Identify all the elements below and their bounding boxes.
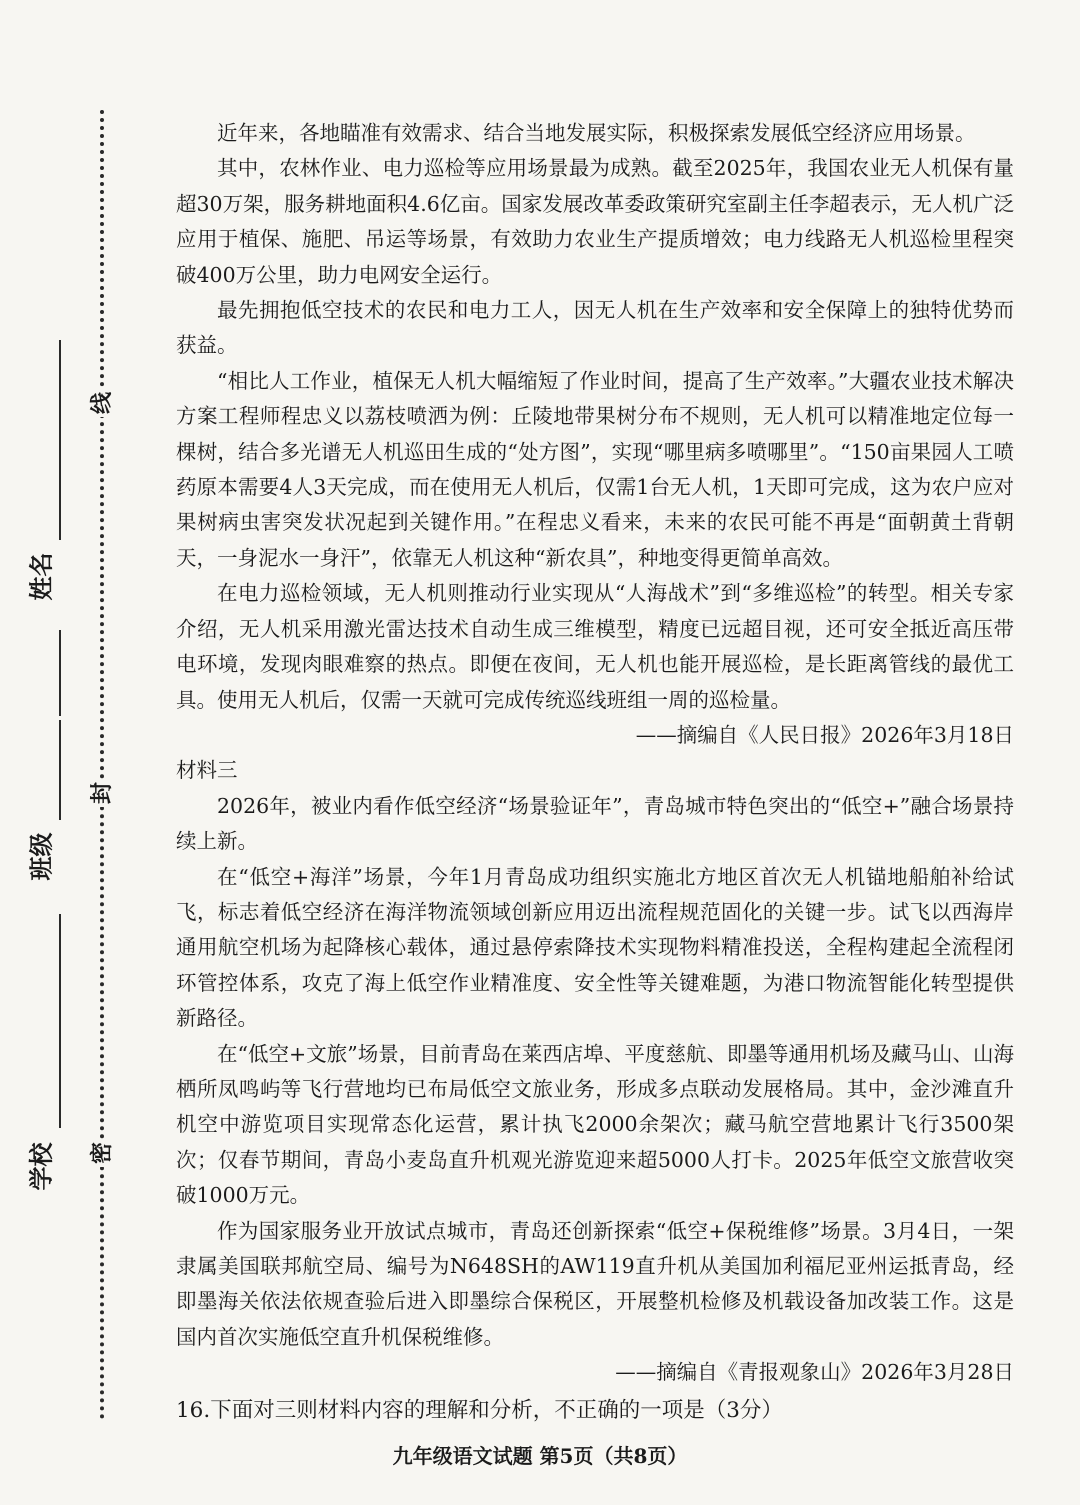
name-blank-lower [59,630,61,716]
material3-paragraph-4: 作为国家服务业开放试点城市，青岛还创新探索“低空+保税维修”场景。3月4日，一架隶属美国联邦航空局、编号为N648SH的AW119直升机从美国加利福尼亚州运抵青岛，经即墨海关依法依规查验后进入即墨综合保税区，开展整机检修及机载设备加改装工作。这是国内首次实施低空直升机保税维修。 [176,1218,1014,1349]
paragraph-4: “相比人工作业，植保无人机大幅缩短了作业时间，提高了生产效率。”大疆农业技术解决方案工程师程忠义以荔枝喷洒为例：丘陵地带果树分布不规则，无人机可以精准地定位每一棵树，结合多光谱无人机巡田生成的“处方图”，实现“哪里病多喷哪里”。“150亩果园人工喷药原本需要4人3天完成，而在使用无人机后，仅需1台无人机，1天即可完成，这为农户应对果树病虫害突发状况起到关键作用。”在程忠义看来，未来的农民可能不再是“面朝黄土背朝天，一身泥水一身汗”，依靠无人机这种“新农具”，种地变得更简单高效。 [176,368,1014,570]
page-footer: 九年级语文试题 第5页（共8页） [392,1444,688,1468]
paragraph-2: 其中，农林作业、电力巡检等应用场景最为成熟。截至2025年，我国农业无人机保有量超30万架，服务耕地面积4.6亿亩。国家发展改革委政策研究室副主任李超表示，无人机广泛应用于植保、施肥、吊运等场景，有效助力农业生产提质增效；电力线路无人机巡检里程突破400万公里，助力电网安全运行。 [176,156,1014,287]
class-label: 班级 [26,832,56,881]
material3-paragraph-1: 2026年，被业内看作低空经济“场景验证年”，青岛城市特色突出的“低空+”融合场景持续上新。 [176,793,1014,854]
material-3-heading: 材料三 [176,758,238,783]
source-citation-2: ——摘编自《青报观象山》2026年3月28日 [615,1360,1014,1385]
class-blank[interactable] [59,720,61,820]
exam-content [176,116,1014,1428]
source-citation-1: ——摘编自《人民日报》2026年3月18日 [635,722,1014,747]
question-16: 16.下面对三则材料内容的理解和分析，不正确的一项是（3分） [176,1397,783,1423]
seal-dotted-line [100,110,104,1420]
material3-paragraph-2: 在“低空+海洋”场景，今年1月青岛成功组织实施北方地区首次无人机锚地船舶补给试飞，标志着低空经济在海洋物流领域创新应用迈出流程规范固化的关键一步。试飞以西海岸通用航空机场为起降核心载体，通过悬停索降技术实现物料精准投送，全程构建起全流程闭环管控体系，攻克了海上低空作业精准度、安全性等关键难题，为港口物流智能化转型提供新路径。 [176,864,1014,1031]
school-blank[interactable] [59,1090,61,1128]
paragraph-5: 在电力巡检领域，无人机则推动行业实现从“人海战术”到“多维巡检”的转型。相关专家介绍，无人机采用激光雷达技术自动生成三维模型，精度已远超目视，还可安全抵近高压带电环境，发现肉眼难察的热点。即便在夜间，无人机也能开展巡检，是长距离管线的最优工具。使用无人机后，仅需一天就可完成传统巡线班组一周的巡检量。 [176,581,1014,712]
seal-char-mi: 密 [87,1139,117,1167]
seal-char-feng: 封 [87,779,117,807]
material3-paragraph-3: 在“低空+文旅”场景，目前青岛在莱西店埠、平度慈航、即墨等通用机场及藏马山、山海栖所凤鸣屿等飞行营地均已布局低空文旅业务，形成多点联动发展格局。其中，金沙滩直升机空中游览项目实现常态化运营，累计执飞2000余架次；藏马航空营地累计飞行3500架次；仅春节期间，青岛小麦岛直升机观光游览迎来超5000人打卡。2025年低空文旅营收突破1000万元。 [176,1041,1014,1208]
paragraph-3: 最先拥抱低空技术的农民和电力工人，因无人机在生产效率和安全保障上的独特优势而获益。 [176,298,1014,358]
name-label: 姓名 [26,552,56,601]
class-blank-lower [59,914,61,1114]
name-blank[interactable] [59,340,61,540]
school-label: 学校 [26,1142,56,1191]
seal-char-xian: 线 [87,389,117,417]
binding-margin [0,0,140,1505]
paragraph-1: 近年来，各地瞄准有效需求、结合当地发展实际，积极探索发展低空经济应用场景。 [217,121,976,145]
